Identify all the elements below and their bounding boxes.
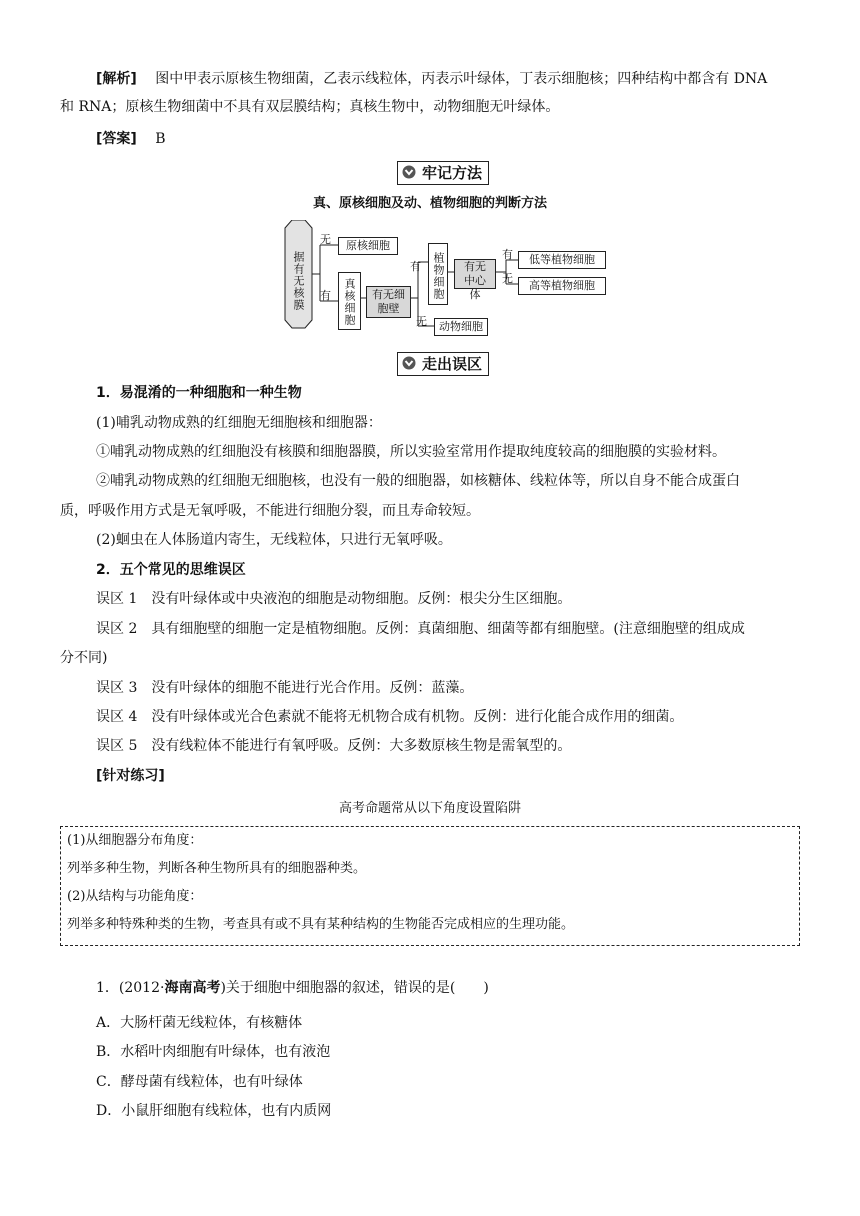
flow-label-yes-3: 有 [502, 248, 513, 261]
mistake-5: 误区 5 没有线粒体不能进行有氧呼吸。反例：大多数原核生物是需氧型的。 [96, 738, 572, 754]
option-b: B．水稻叶肉细胞有叶绿体，也有液泡 [96, 1044, 331, 1060]
practice-label: [针对练习] [96, 768, 165, 784]
flow-label-yes-2: 有 [410, 260, 421, 273]
option-d: D．小鼠肝细胞有线粒体，也有内质网 [96, 1103, 332, 1119]
section-title-method: 牢记方法 [422, 164, 483, 182]
section-header-mistakes [397, 352, 489, 376]
answer-value: B [155, 131, 166, 147]
flow-centrosome-question: 有无中心体 [454, 259, 496, 289]
option-a: A．大肠杆菌无线粒体，有核糖体 [96, 1015, 303, 1031]
question-stem [60, 977, 800, 999]
flow-animal: 动物细胞 [434, 318, 488, 336]
analysis-text-1: 图中甲表示原核生物细菌，乙表示线粒体，丙表示叶绿体，丁表示细胞核；四种结构中都含有 DNA [155, 71, 768, 87]
analysis-label: [解析] [96, 71, 137, 87]
flow-wall-question: 有无细胞壁 [366, 286, 411, 318]
item1-p2: ①哺乳动物成熟的红细胞没有核膜和细胞器膜，所以实验室常用作提取纯度较高的细胞膜的实验材料。 [96, 444, 726, 460]
section-title-mistakes: 走出误区 [422, 355, 483, 373]
flow-root-text: 据有无核膜 [292, 251, 305, 311]
method-subtitle: 真、原核细胞及动、植物细胞的判断方法 [312, 196, 547, 211]
trap-box [60, 826, 800, 946]
answer-label: [答案] [96, 131, 137, 147]
question-stem-pre: 1．(2012· [96, 980, 165, 996]
mistake-2a: 误区 2 具有细胞壁的细胞一定是植物细胞。反例：真菌细胞、细菌等都有细胞壁。(注意细胞壁的组成成 [96, 621, 745, 637]
section-header-method [397, 161, 489, 185]
mistake-4: 误区 4 没有叶绿体或光合色素就不能将无机物合成有机物。反例：进行化能合成作用的细菌。 [96, 709, 684, 725]
trap-angle-1-desc: 列举多种生物，判断各种生物所具有的细胞器种类。 [67, 861, 367, 876]
trap-angle-1: (1)从细胞器分布角度： [67, 833, 203, 848]
item2-title: 2．五个常见的思维误区 [96, 562, 246, 578]
question-stem-post: )关于细胞中细胞器的叙述，错误的是( ) [220, 980, 489, 996]
flow-eukaryote: 真核细胞 [338, 272, 361, 330]
flow-low-plant: 低等植物细胞 [518, 251, 606, 269]
item1-title: 1．易混淆的一种细胞和一种生物 [96, 385, 302, 401]
item1-p1: (1)哺乳动物成熟的红细胞无细胞核和细胞器： [96, 415, 382, 431]
chevron-down-icon [402, 356, 416, 370]
answer-line [60, 128, 800, 150]
trap-angle-2-desc: 列举多种特殊种类的生物，考查具有或不具有某种结构的生物能否完成相应的生理功能。 [67, 917, 575, 932]
analysis-line-1 [60, 68, 800, 90]
item1-p3a: ②哺乳动物成熟的红细胞无细胞核，也没有一般的细胞器，如核糖体、线粒体等，所以自身不能合成蛋白 [96, 473, 740, 489]
mistake-1: 误区 1 没有叶绿体或中央液泡的细胞是动物细胞。反例：根尖分生区细胞。 [96, 591, 572, 607]
mistake-2b: 分不同) [60, 650, 108, 666]
flow-label-no-1: 无 [320, 233, 331, 246]
flow-label-no-2: 无 [416, 315, 427, 328]
flow-label-yes-1: 有 [320, 289, 331, 302]
item1-p3b: 质，呼吸作用方式是无氧呼吸，不能进行细胞分裂，而且寿命较短。 [60, 503, 480, 519]
flow-label-no-3: 无 [502, 272, 513, 285]
flow-plant: 植物细胞 [428, 243, 448, 305]
flow-prokaryote: 原核细胞 [338, 237, 398, 255]
chevron-down-icon [402, 165, 416, 179]
option-c: C．酵母菌有线粒体，也有叶绿体 [96, 1074, 303, 1090]
item1-p4: (2)蛔虫在人体肠道内寄生，无线粒体，只进行无氧呼吸。 [96, 532, 452, 548]
mistake-3: 误区 3 没有叶绿体的细胞不能进行光合作用。反例：蓝藻。 [96, 680, 474, 696]
analysis-text-2: 和 RNA；原核生物细菌中不具有双层膜结构；真核生物中，动物细胞无叶绿体。 [60, 99, 560, 115]
trap-angle-2: (2)从结构与功能角度： [67, 889, 203, 904]
flow-high-plant: 高等植物细胞 [518, 277, 606, 295]
question-source: 海南高考 [164, 980, 221, 996]
practice-title: 高考命题常从以下角度设置陷阱 [338, 801, 521, 816]
